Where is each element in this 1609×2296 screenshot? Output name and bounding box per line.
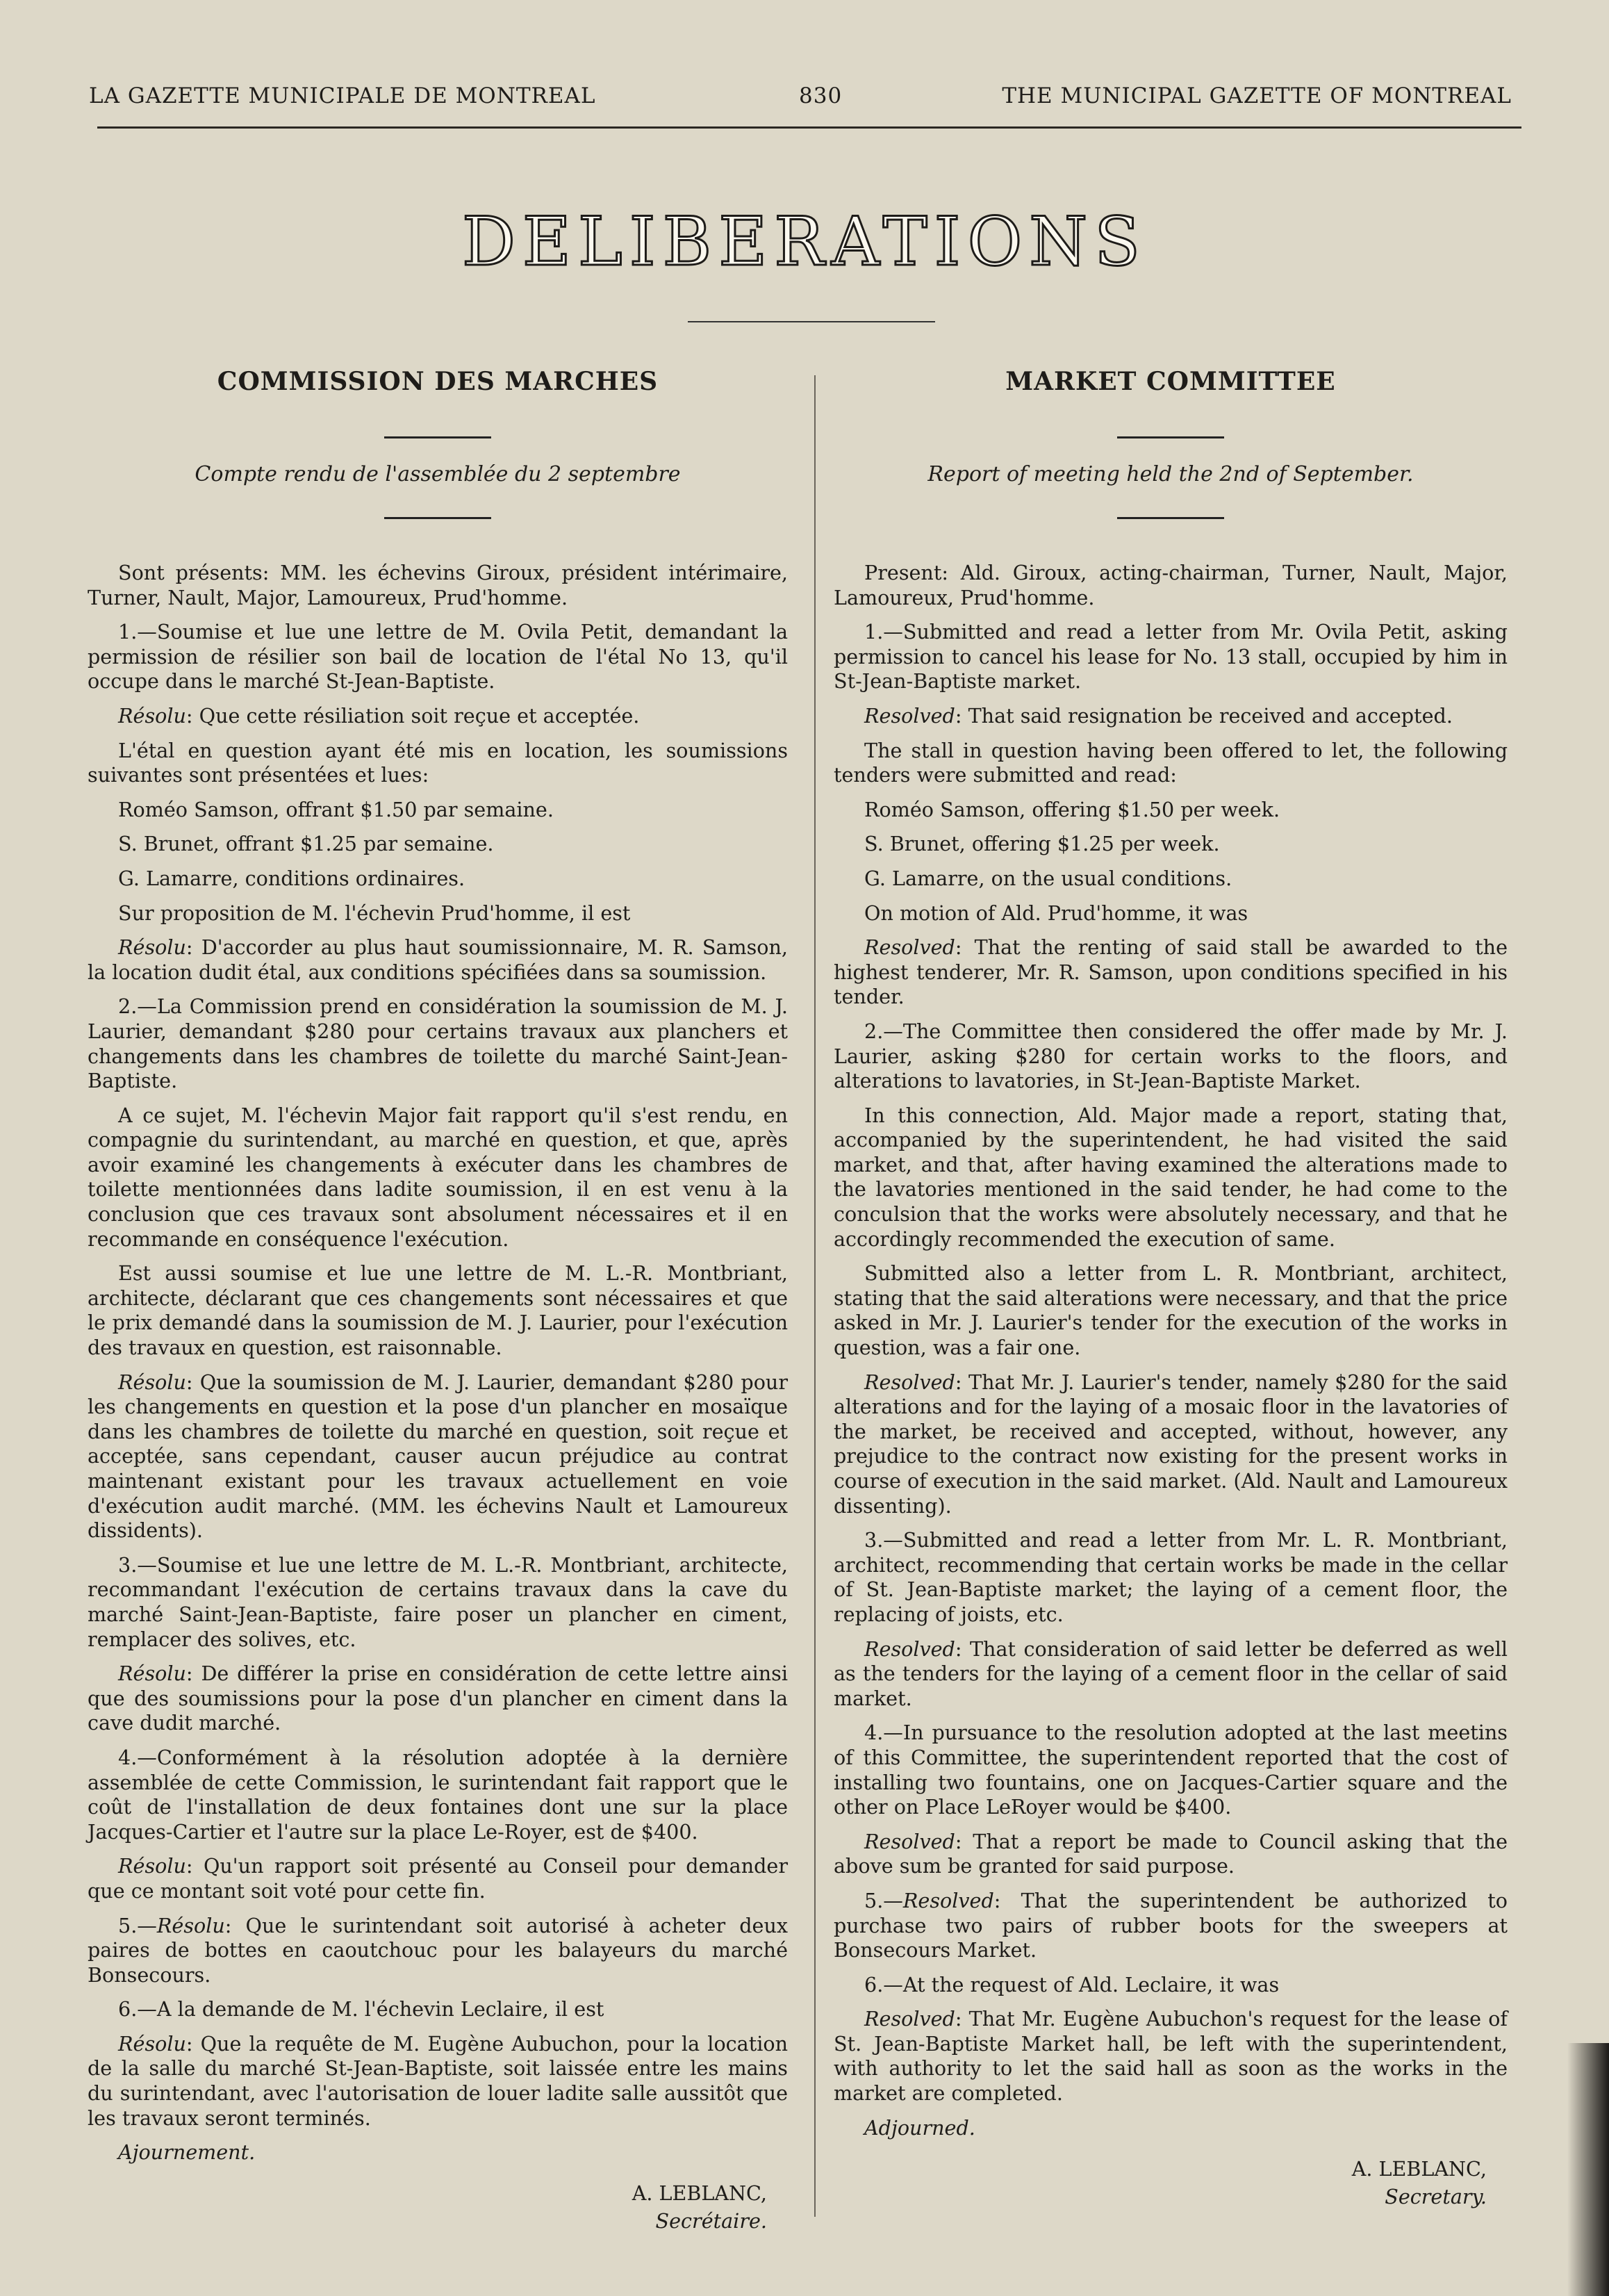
french-paragraph: 1.—Soumise et lue une lettre de M. Ovila Petit, demandant la permission de résilier son bail de location de l'étal No 13, qu'il occupe dans le marché St-Jean-Baptiste. [88,620,788,694]
french-heading-rule [384,436,491,438]
english-paragraph: In this connection, Ald. Major made a report, stating that, accompanied by the superintendent, he had visited the said market, and that, after having examined the alterations made to the lavatories mentioned in the said tender, he had come to the conculsion that the works were absolutely necessary, and that he accordingly recommended the execution of same. [834,1103,1508,1251]
french-paragraph: 3.—Soumise et lue une lettre de M. L.-R. Montbriant, architecte, recommandant l'exécution de certains travaux dans la cave du marché Saint-Jean-Baptiste, faire poser un plancher en ciment, remplacer des solives, etc. [88,1552,788,1651]
english-paragraph: Resolved: That a report be made to Council asking that the above sum be granted for said purpose. [834,1829,1508,1878]
english-signature-name: A. LEBLANC, [1351,2156,1487,2181]
page-title: DELIBERATIONS [461,203,1148,281]
english-paragraph: The stall in question having been offered to let, the following tenders were submitted and read: [834,738,1508,787]
header-english-title: THE MUNICIPAL GAZETTE OF MONTREAL [1002,83,1512,108]
english-paragraph: On motion of Ald. Prud'homme, it was [864,901,1248,925]
english-column [834,367,1508,2211]
english-paragraph: 6.—At the request of Ald. Leclaire, it was [864,1972,1280,1996]
english-subtitle-rule [1117,517,1224,519]
english-paragraph: 1.—Submitted and read a letter from Mr. Ovila Petit, asking permission to cancel his lease for No. 13 stall, occupied by him in St-Jean-Baptiste market. [834,620,1508,694]
english-paragraph: Submitted also a letter from L. R. Montbriant, architect, stating that the said alterations were necessary, and that the price asked in Mr. J. Laurier's tender for the execution of the works in question, was a fair one. [834,1261,1508,1360]
french-paragraph: A ce sujet, M. l'échevin Major fait rapport qu'il s'est rendu, en compagnie du surintendant, au marché en question, et que, après avoir examiné les changements à exécuter dans les chambres de toilette mentionnées dans ladite soumission, il en est venu à la conclusion que ces travaux sont absolument nécessaires et il en recommande en conséquence l'exécution. [88,1103,788,1251]
french-paragraph: Résolu: Qu'un rapport soit présenté au Conseil pour demander que ce montant soit voté pour cette fin. [88,1854,788,1903]
french-signature-title [88,2207,767,2235]
french-heading: COMMISSION DES MARCHES [217,367,659,396]
english-paragraph: Resolved: That said resignation be received and accepted. [864,703,1453,728]
french-signature [88,2179,788,2235]
english-paragraph: 3.—Submitted and read a letter from Mr. L. R. Montbriant, architect, recommending that certain works be made in the cellar of St. Jean-Baptiste market; the laying of a cement floor, the replacing of joists, etc. [834,1528,1508,1626]
french-paragraph: G. Lamarre, conditions ordinaires. [118,866,465,890]
english-paragraph: Present: Ald. Giroux, acting-chairman, Turner, Nault, Major, Lamoureux, Prud'homme. [834,561,1508,609]
french-paragraph: Résolu: Que la soumission de M. J. Laurier, demandant $280 pour les changements en question et la pose d'un plancher en mosaïque dans les chambres de toilette du marché en question, soit reçue et acceptée, sans cependant, causer aucun préjudice au contrat maintenant existant pour les travaux actuellement en voie d'exécution audit marché. (MM. les échevins Nault et Lamoureux dissidents). [88,1370,788,1543]
french-paragraph: L'étal en question ayant été mis en location, les soumissions suivantes sont présentées et lues: [88,738,788,787]
english-paragraph: 4.—In pursuance to the resolution adopted at the last meetins of this Committee, the superintendent reported that the cost of installing two fountains, one on Jacques-Cartier square and the other on Place LeRoyer would be $400. [834,1721,1508,1819]
french-paragraph: 4.—Conformément à la résolution adoptée à la dernière assemblée de cette Commission, le surintendant fait rapport que le coût de l'installation de deux fontaines dont une sur la place Jacques-Cartier et l'autre sur la place Le-Royer, est de $400. [88,1745,788,1844]
header-french-title: LA GAZETTE MUNICIPALE DE MONTREAL [89,83,596,108]
english-paragraph: Resolved: That Mr. Eugène Aubuchon's request for the lease of St. Jean-Baptiste Market hall, be left with the superintendent, with authority to let the said hall as soon as the works in the market are completed. [834,2007,1508,2106]
french-paragraph: Résolu: De différer la prise en considération de cette lettre ainsi que des soumissions pour la pose d'un plancher en ciment dans la cave dudit marché. [88,1662,788,1735]
english-paragraph: 5.—Resolved: That the superintendent be authorized to purchase two pairs of rubber boots for the sweepers at Bonsecours Market. [834,1888,1508,1962]
french-paragraph: 6.—A la demande de M. l'échevin Leclaire, il est [118,1997,604,2022]
english-paragraph: Resolved: That the renting of said stall be awarded to the highest tenderer, Mr. R. Samson, upon conditions specified in his tender. [834,935,1508,1009]
french-signature-title-text: Secrétaire. [655,2209,767,2233]
french-subtitle: Compte rendu de l'assemblée du 2 septembre [195,462,681,486]
french-paragraph: S. Brunet, offrant $1.25 par semaine. [118,832,494,856]
french-subtitle-rule [384,517,491,519]
header-rule [97,126,1521,129]
french-signature-name: A. LEBLANC, [632,2181,767,2206]
english-paragraph: Roméo Samson, offering $1.50 per week. [864,797,1280,821]
english-signature-title-text: Secretary. [1385,2184,1487,2208]
english-paragraph: Resolved: That Mr. J. Laurier's tender, namely $280 for the said alterations and for the laying of a mosaic floor in the lavatories of the market, be received and accepted, without, however, any prejudice to the contract now existing for the present works in course of execution in the said market. (Ald. Nault and Lamoureux dissenting). [834,1370,1508,1518]
title-rule [688,321,935,322]
french-paragraph: 2.—La Commission prend en considération la soumission de M. J. Laurier, demandant $280 pour certains travaux aux planchers et changements dans les chambres de toilette du marché Saint-Jean-Baptiste. [88,994,788,1093]
french-paragraph: Résolu: D'accorder au plus haut soumissionnaire, M. R. Samson, la location dudit étal, aux conditions spécifiées dans sa soumission. [88,935,788,984]
english-paragraph: S. Brunet, offering $1.25 per week. [864,832,1220,856]
french-paragraph: Sont présents: MM. les échevins Giroux, président intérimaire, Turner, Nault, Major, Lamoureux, Prud'homme. [88,561,788,609]
french-paragraph: Résolu: Que la requête de M. Eugène Aubuchon, pour la location de la salle du marché St-Jean-Baptiste, soit laissée entre les mains du surintendant, avec l'autorisation de louer ladite salle aussitôt que les travaux seront terminés. [88,2031,788,2130]
column-divider [814,375,816,2217]
english-signature [834,2155,1508,2211]
english-heading-rule [1117,436,1224,438]
english-signature-title [834,2183,1487,2211]
english-heading: MARKET COMMITTEE [1005,367,1336,396]
english-subtitle: Report of meeting held the 2nd of September. [927,462,1414,486]
french-paragraph: Est aussi soumise et lue une lettre de M. L.-R. Montbriant, architecte, déclarant que ces changements sont nécessaires et que le prix demandé dans la soumission de M. J. Laurier, pour l'exécution des travaux en question, est raisonnable. [88,1261,788,1360]
french-adjournment: Ajournement. [118,2140,256,2165]
french-paragraph: Roméo Samson, offrant $1.50 par semaine. [118,797,554,821]
english-paragraph: 2.—The Committee then considered the offer made by Mr. J. Laurier, asking $280 for certain works to the floors, and alterations to lavatories, in St-Jean-Baptiste Market. [834,1019,1508,1093]
french-paragraph: Résolu: Que cette résiliation soit reçue et acceptée. [118,703,640,728]
english-paragraph: Resolved: That consideration of said letter be deferred as well as the tenders for the laying of a cement floor in the cellar of said market. [834,1637,1508,1710]
page-number: 830 [799,83,843,108]
english-paragraph: G. Lamarre, on the usual conditions. [864,866,1232,890]
english-adjournment: Adjourned. [864,2115,975,2140]
page-edge-shadow [1567,2043,1609,2296]
french-paragraph: Sur proposition de M. l'échevin Prud'homme, il est [118,901,631,925]
french-column [88,367,788,2235]
french-paragraph: 5.—Résolu: Que le surintendant soit autorisé à acheter deux paires de bottes en caoutchouc pour les balayeurs du marché Bonsecours. [88,1913,788,1987]
